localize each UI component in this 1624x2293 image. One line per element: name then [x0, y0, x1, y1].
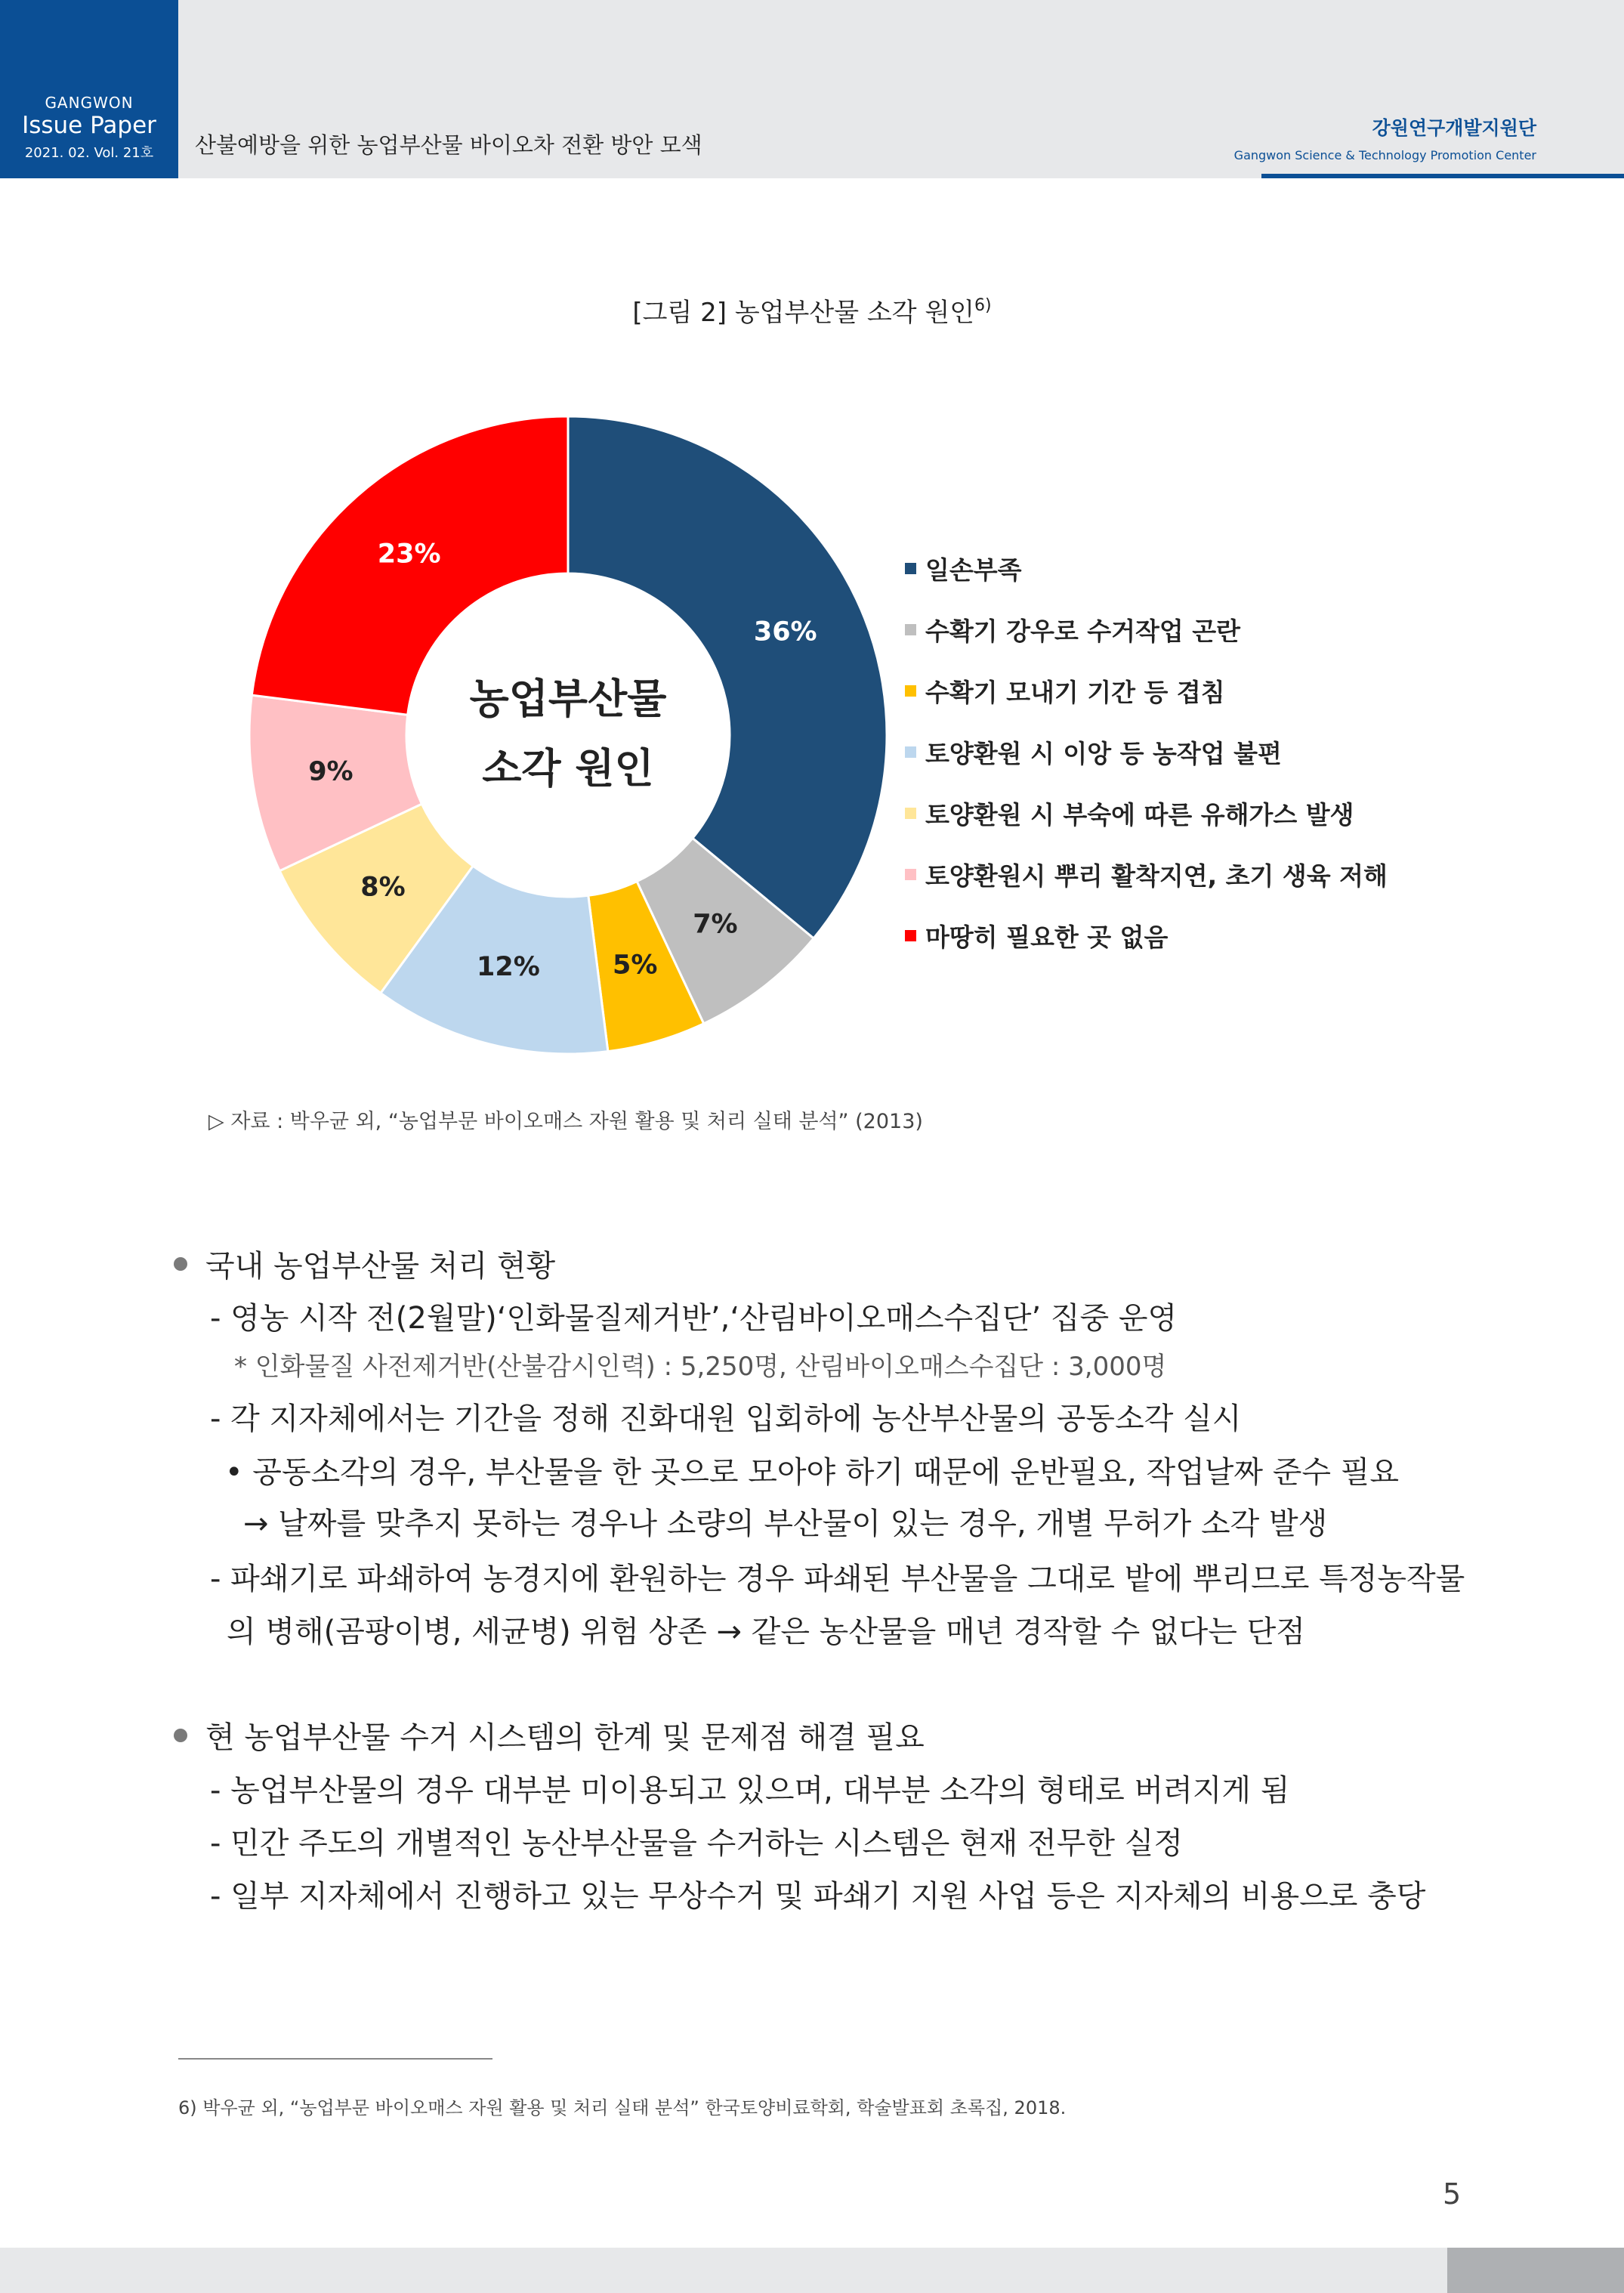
- section-heading: [174, 1242, 555, 1285]
- legend-item: [905, 905, 1388, 966]
- text-line: - 민간 주도의 개별적인 농산부산물을 수거하는 시스템은 현재 전무한 실정: [210, 1826, 1184, 1861]
- figure-source: ▷ 자료 : 박우균 외, “농업부문 바이오매스 자원 활용 및 처리 실태 분석” (2013): [208, 1110, 923, 1133]
- chart-legend: [905, 538, 1388, 966]
- page-number: 5: [1443, 2177, 1462, 2211]
- series-title: Issue Paper: [22, 112, 156, 139]
- legend-label: 마땅히 필요한 곳 없음: [925, 922, 1169, 952]
- text-note: * 인화물질 사전제거반(산불감시인력) : 5,250명, 산림바이오매스수집단 : 3,000명: [234, 1352, 1167, 1382]
- slice-value-label: 36%: [753, 617, 817, 647]
- legend-label: 수확기 강우로 수거작업 곤란: [925, 617, 1241, 646]
- slice-value-label: 9%: [308, 756, 354, 787]
- donut-center-label: 농업부산물: [469, 675, 667, 723]
- section-heading-text: 현 농업부산물 수거 시스템의 한계 및 문제점 해결 필요: [205, 1720, 925, 1755]
- slice-value-label: 8%: [360, 872, 406, 903]
- page-header: [0, 0, 1624, 178]
- text-line: • 공동소각의 경우, 부산물을 한 곳으로 모아야 하기 때문에 운반필요, 작업날짜 준수 필요: [225, 1455, 1400, 1490]
- figure-caption-text: [그림 2] 농업부산물 소각 원인: [632, 298, 975, 328]
- text-line: - 영농 시작 전(2월말)‘인화물질제거반’,‘산림바이오매스수집단’ 집중 운영: [210, 1301, 1178, 1336]
- document-title: 산불예방을 위한 농업부산물 바이오차 전환 방안 모색: [195, 132, 702, 158]
- legend-swatch: [905, 746, 916, 758]
- donut-chart: [0, 408, 906, 1088]
- legend-label: 수확기 모내기 기간 등 겹침: [925, 678, 1225, 707]
- text-line: → 날짜를 맞추지 못하는 경우나 소량의 부산물이 있는 경우, 개별 무허가 소각 발생: [243, 1507, 1328, 1541]
- section-processing-status: [174, 1242, 555, 1285]
- footer-accent: [1447, 2248, 1624, 2293]
- legend-item: [905, 660, 1388, 722]
- text-line: - 농업부산물의 경우 대부분 미이용되고 있으며, 대부분 소각의 형태로 버려지게 됨: [210, 1773, 1290, 1808]
- legend-item: [905, 599, 1388, 660]
- organization-name-ko: 강원연구개발지원단: [1372, 117, 1536, 139]
- legend-swatch: [905, 808, 916, 819]
- footnote: 6) 박우균 외, “농업부문 바이오매스 자원 활용 및 처리 실태 분석” 한국토양비료학회, 학술발표회 초록집, 2018.: [178, 2097, 1067, 2118]
- legend-item: [905, 844, 1388, 905]
- slice-value-label: 5%: [613, 950, 658, 981]
- text-line: - 일부 지자체에서 진행하고 있는 무상수거 및 파쇄기 지원 사업 등은 지자체의 비용으로 충당: [210, 1879, 1426, 1914]
- legend-label: 토양환원시 뿌리 활착지연, 초기 생육 저해: [925, 861, 1388, 891]
- bullet-dot-icon: [174, 1729, 187, 1742]
- section-collection-limits: [174, 1714, 925, 1757]
- legend-item: [905, 538, 1388, 599]
- legend-label: 토양환원 시 이앙 등 농작업 불편: [925, 739, 1282, 768]
- footnote-divider: [178, 2058, 492, 2060]
- legend-swatch: [905, 624, 916, 635]
- donut-center-label: 소각 원인: [482, 744, 654, 793]
- slice-value-label: 7%: [693, 909, 738, 940]
- section-heading: [174, 1714, 925, 1757]
- text-line: - 각 지자체에서는 기간을 정해 진화대원 입회하에 농산부산물의 공동소각 실시: [210, 1401, 1242, 1436]
- legend-swatch: [905, 930, 916, 941]
- legend-label: 토양환원 시 부숙에 따른 유해가스 발생: [925, 800, 1354, 830]
- organization: [1234, 113, 1536, 162]
- legend-swatch: [905, 869, 916, 880]
- series-name: GANGWON: [45, 94, 134, 112]
- figure-caption: [0, 292, 1624, 329]
- legend-swatch: [905, 563, 916, 574]
- figure-footnote-ref: 6): [974, 296, 992, 315]
- issue-paper-badge: [0, 0, 178, 178]
- legend-item: [905, 783, 1388, 844]
- section-heading-text: 국내 농업부산물 처리 현황: [205, 1249, 556, 1284]
- bullet-dot-icon: [174, 1257, 187, 1271]
- text-line: 의 병해(곰팡이병, 세균병) 위험 상존 → 같은 농산물을 매년 경작할 수 없다는 단점: [227, 1615, 1305, 1649]
- legend-label: 일손부족: [925, 555, 1022, 585]
- text-line: - 파쇄기로 파쇄하여 농경지에 환원하는 경우 파쇄된 부산물을 그대로 밭에 뿌리므로 특정농작물: [210, 1562, 1465, 1596]
- legend-item: [905, 722, 1388, 783]
- organization-name-en: Gangwon Science & Technology Promotion Center: [1233, 148, 1536, 162]
- legend-swatch: [905, 685, 916, 697]
- page-footer: [0, 2248, 1624, 2293]
- issue-number: 2021. 02. Vol. 21호: [24, 145, 154, 161]
- header-accent-line: [1261, 174, 1624, 178]
- slice-value-label: 23%: [377, 539, 441, 570]
- slice-value-label: 12%: [477, 952, 540, 983]
